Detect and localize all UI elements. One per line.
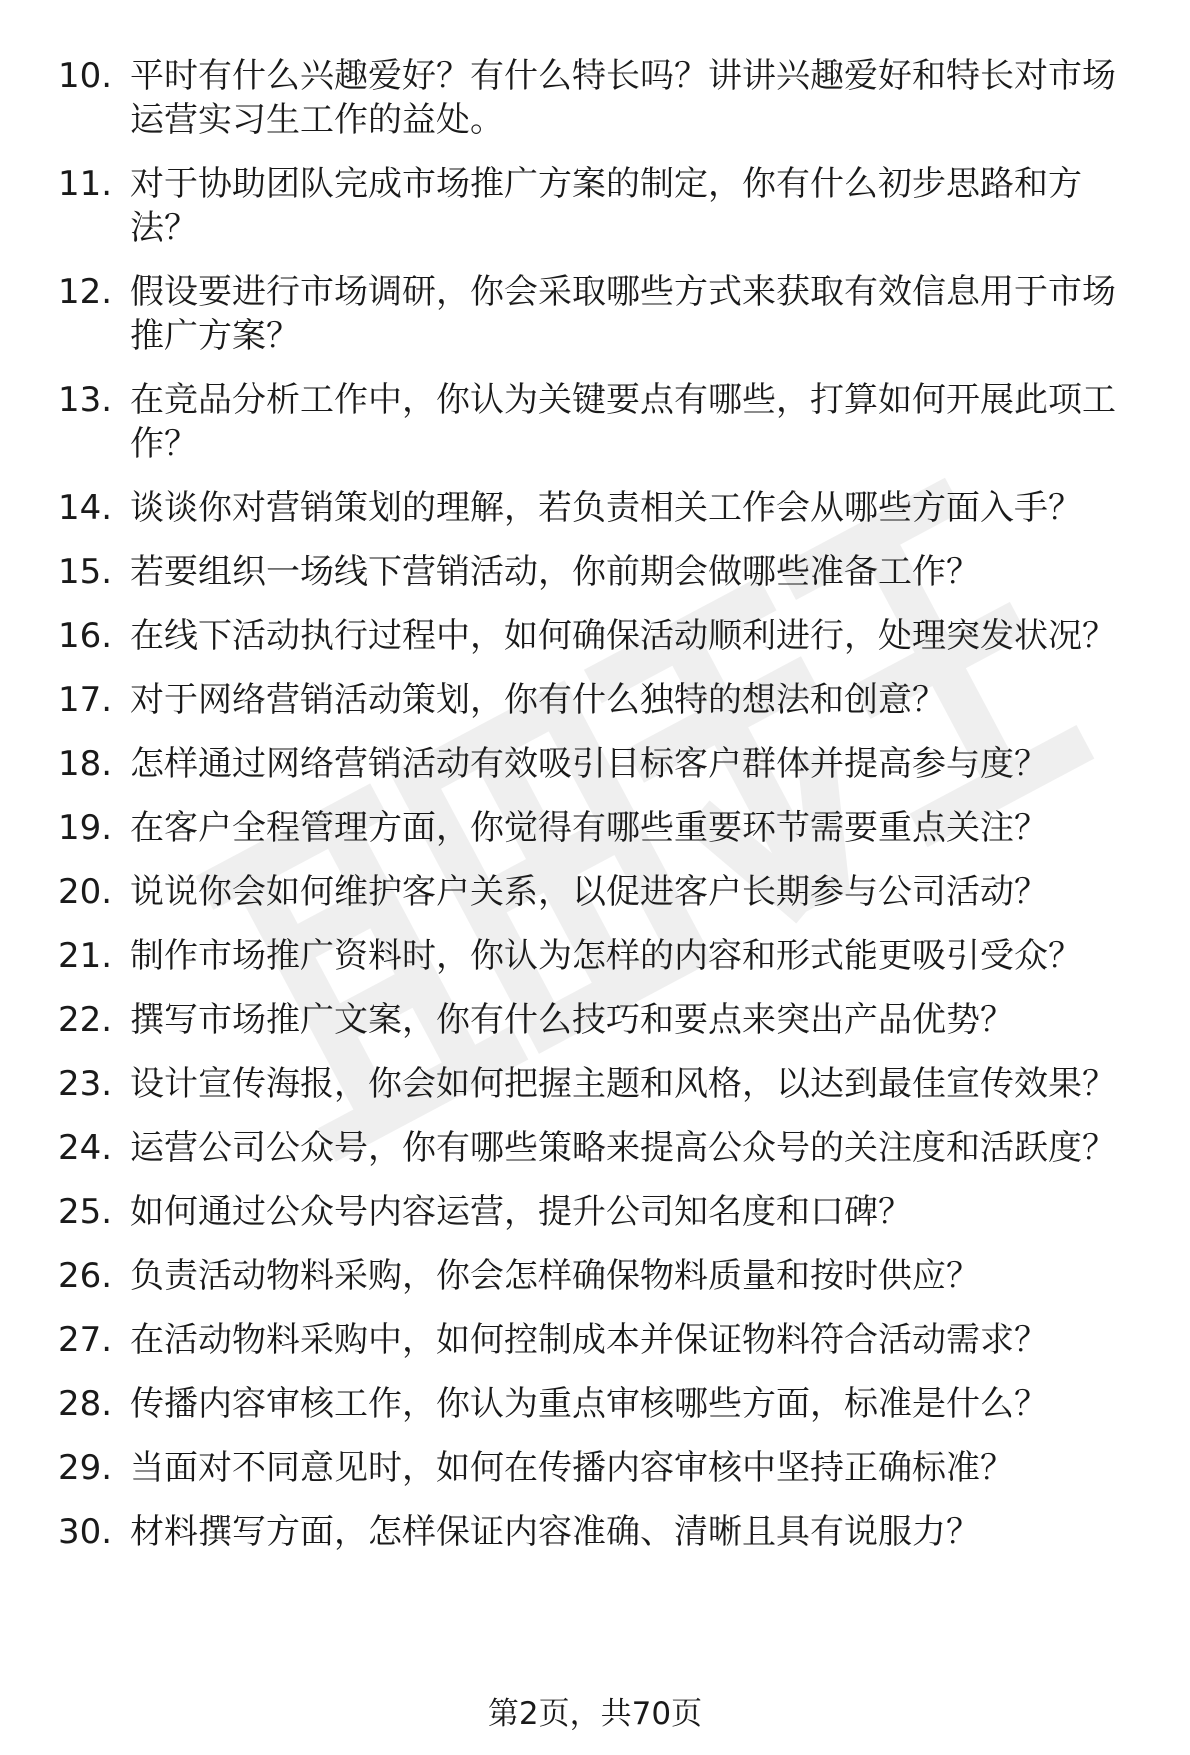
- question-number: 26.: [58, 1256, 113, 1296]
- question-text: 制作市场推广资料时，你认为怎样的内容和形式能更吸引受众？: [130, 936, 1082, 976]
- question-item: [58, 1510, 1148, 1554]
- question-number: 28.: [58, 1384, 113, 1424]
- question-number: 20.: [58, 872, 113, 912]
- question-text: 当面对不同意见时，如何在传播内容审核中坚持正确标准？: [130, 1448, 1014, 1488]
- question-text: 在竞品分析工作中，你认为关键要点有哪些，打算如何开展此项工作？: [130, 380, 1116, 464]
- question-text: 在线下活动执行过程中，如何确保活动顺利进行，处理突发状况？: [130, 616, 1116, 656]
- question-item: [58, 934, 1148, 978]
- question-item: [58, 270, 1148, 358]
- question-text: 谈谈你对营销策划的理解，若负责相关工作会从哪些方面入手？: [130, 488, 1082, 528]
- question-text: 若要组织一场线下营销活动，你前期会做哪些准备工作？: [130, 552, 980, 592]
- question-item: [58, 378, 1148, 466]
- question-item: [58, 1254, 1148, 1298]
- question-number: 10.: [58, 56, 113, 96]
- question-number: 11.: [58, 164, 113, 204]
- question-number: 30.: [58, 1512, 113, 1552]
- question-item: [58, 1062, 1148, 1106]
- question-number: 12.: [58, 272, 113, 312]
- question-item: [58, 870, 1148, 914]
- question-item: [58, 1446, 1148, 1490]
- question-item: [58, 614, 1148, 658]
- question-number: 16.: [58, 616, 113, 656]
- question-text: 材料撰写方面，怎样保证内容准确、清晰且具有说服力？: [130, 1512, 980, 1552]
- question-item: [58, 486, 1148, 530]
- question-text: 对于网络营销活动策划，你有什么独特的想法和创意？: [130, 680, 946, 720]
- question-text: 平时有什么兴趣爱好？有什么特长吗？讲讲兴趣爱好和特长对市场运营实习生工作的益处。: [130, 56, 1116, 140]
- question-text: 运营公司公众号，你有哪些策略来提高公众号的关注度和活跃度？: [130, 1128, 1116, 1168]
- question-item: [58, 742, 1148, 786]
- question-list: [58, 54, 1148, 1574]
- question-text: 负责活动物料采购，你会怎样确保物料质量和按时供应？: [130, 1256, 980, 1296]
- question-item: [58, 550, 1148, 594]
- question-item: [58, 1190, 1148, 1234]
- question-text: 怎样通过网络营销活动有效吸引目标客户群体并提高参与度？: [130, 744, 1048, 784]
- question-number: 15.: [58, 552, 113, 592]
- question-text: 假设要进行市场调研，你会采取哪些方式来获取有效信息用于市场推广方案？: [130, 272, 1116, 356]
- question-number: 17.: [58, 680, 113, 720]
- question-number: 21.: [58, 936, 113, 976]
- question-item: [58, 1126, 1148, 1170]
- question-number: 25.: [58, 1192, 113, 1232]
- question-number: 22.: [58, 1000, 113, 1040]
- question-item: [58, 806, 1148, 850]
- question-item: [58, 1382, 1148, 1426]
- question-text: 如何通过公众号内容运营，提升公司知名度和口碑？: [130, 1192, 912, 1232]
- question-number: 14.: [58, 488, 113, 528]
- question-number: 23.: [58, 1064, 113, 1104]
- question-text: 说说你会如何维护客户关系，以促进客户长期参与公司活动？: [130, 872, 1048, 912]
- question-number: 18.: [58, 744, 113, 784]
- question-text: 在活动物料采购中，如何控制成本并保证物料符合活动需求？: [130, 1320, 1048, 1360]
- question-item: [58, 998, 1148, 1042]
- question-number: 24.: [58, 1128, 113, 1168]
- question-number: 19.: [58, 808, 113, 848]
- question-item: [58, 54, 1148, 142]
- question-item: [58, 678, 1148, 722]
- question-text: 撰写市场推广文案，你有什么技巧和要点来突出产品优势？: [130, 1000, 1014, 1040]
- question-text: 传播内容审核工作，你认为重点审核哪些方面，标准是什么？: [130, 1384, 1048, 1424]
- question-item: [58, 1318, 1148, 1362]
- question-text: 在客户全程管理方面，你觉得有哪些重要环节需要重点关注？: [130, 808, 1048, 848]
- page-number-footer: 第2页，共70页: [487, 1696, 703, 1732]
- question-number: 13.: [58, 380, 113, 420]
- question-item: [58, 162, 1148, 250]
- question-number: 29.: [58, 1448, 113, 1488]
- question-text: 设计宣传海报，你会如何把握主题和风格，以达到最佳宣传效果？: [130, 1064, 1116, 1104]
- question-number: 27.: [58, 1320, 113, 1360]
- question-text: 对于协助团队完成市场推广方案的制定，你有什么初步思路和方法？: [130, 164, 1082, 248]
